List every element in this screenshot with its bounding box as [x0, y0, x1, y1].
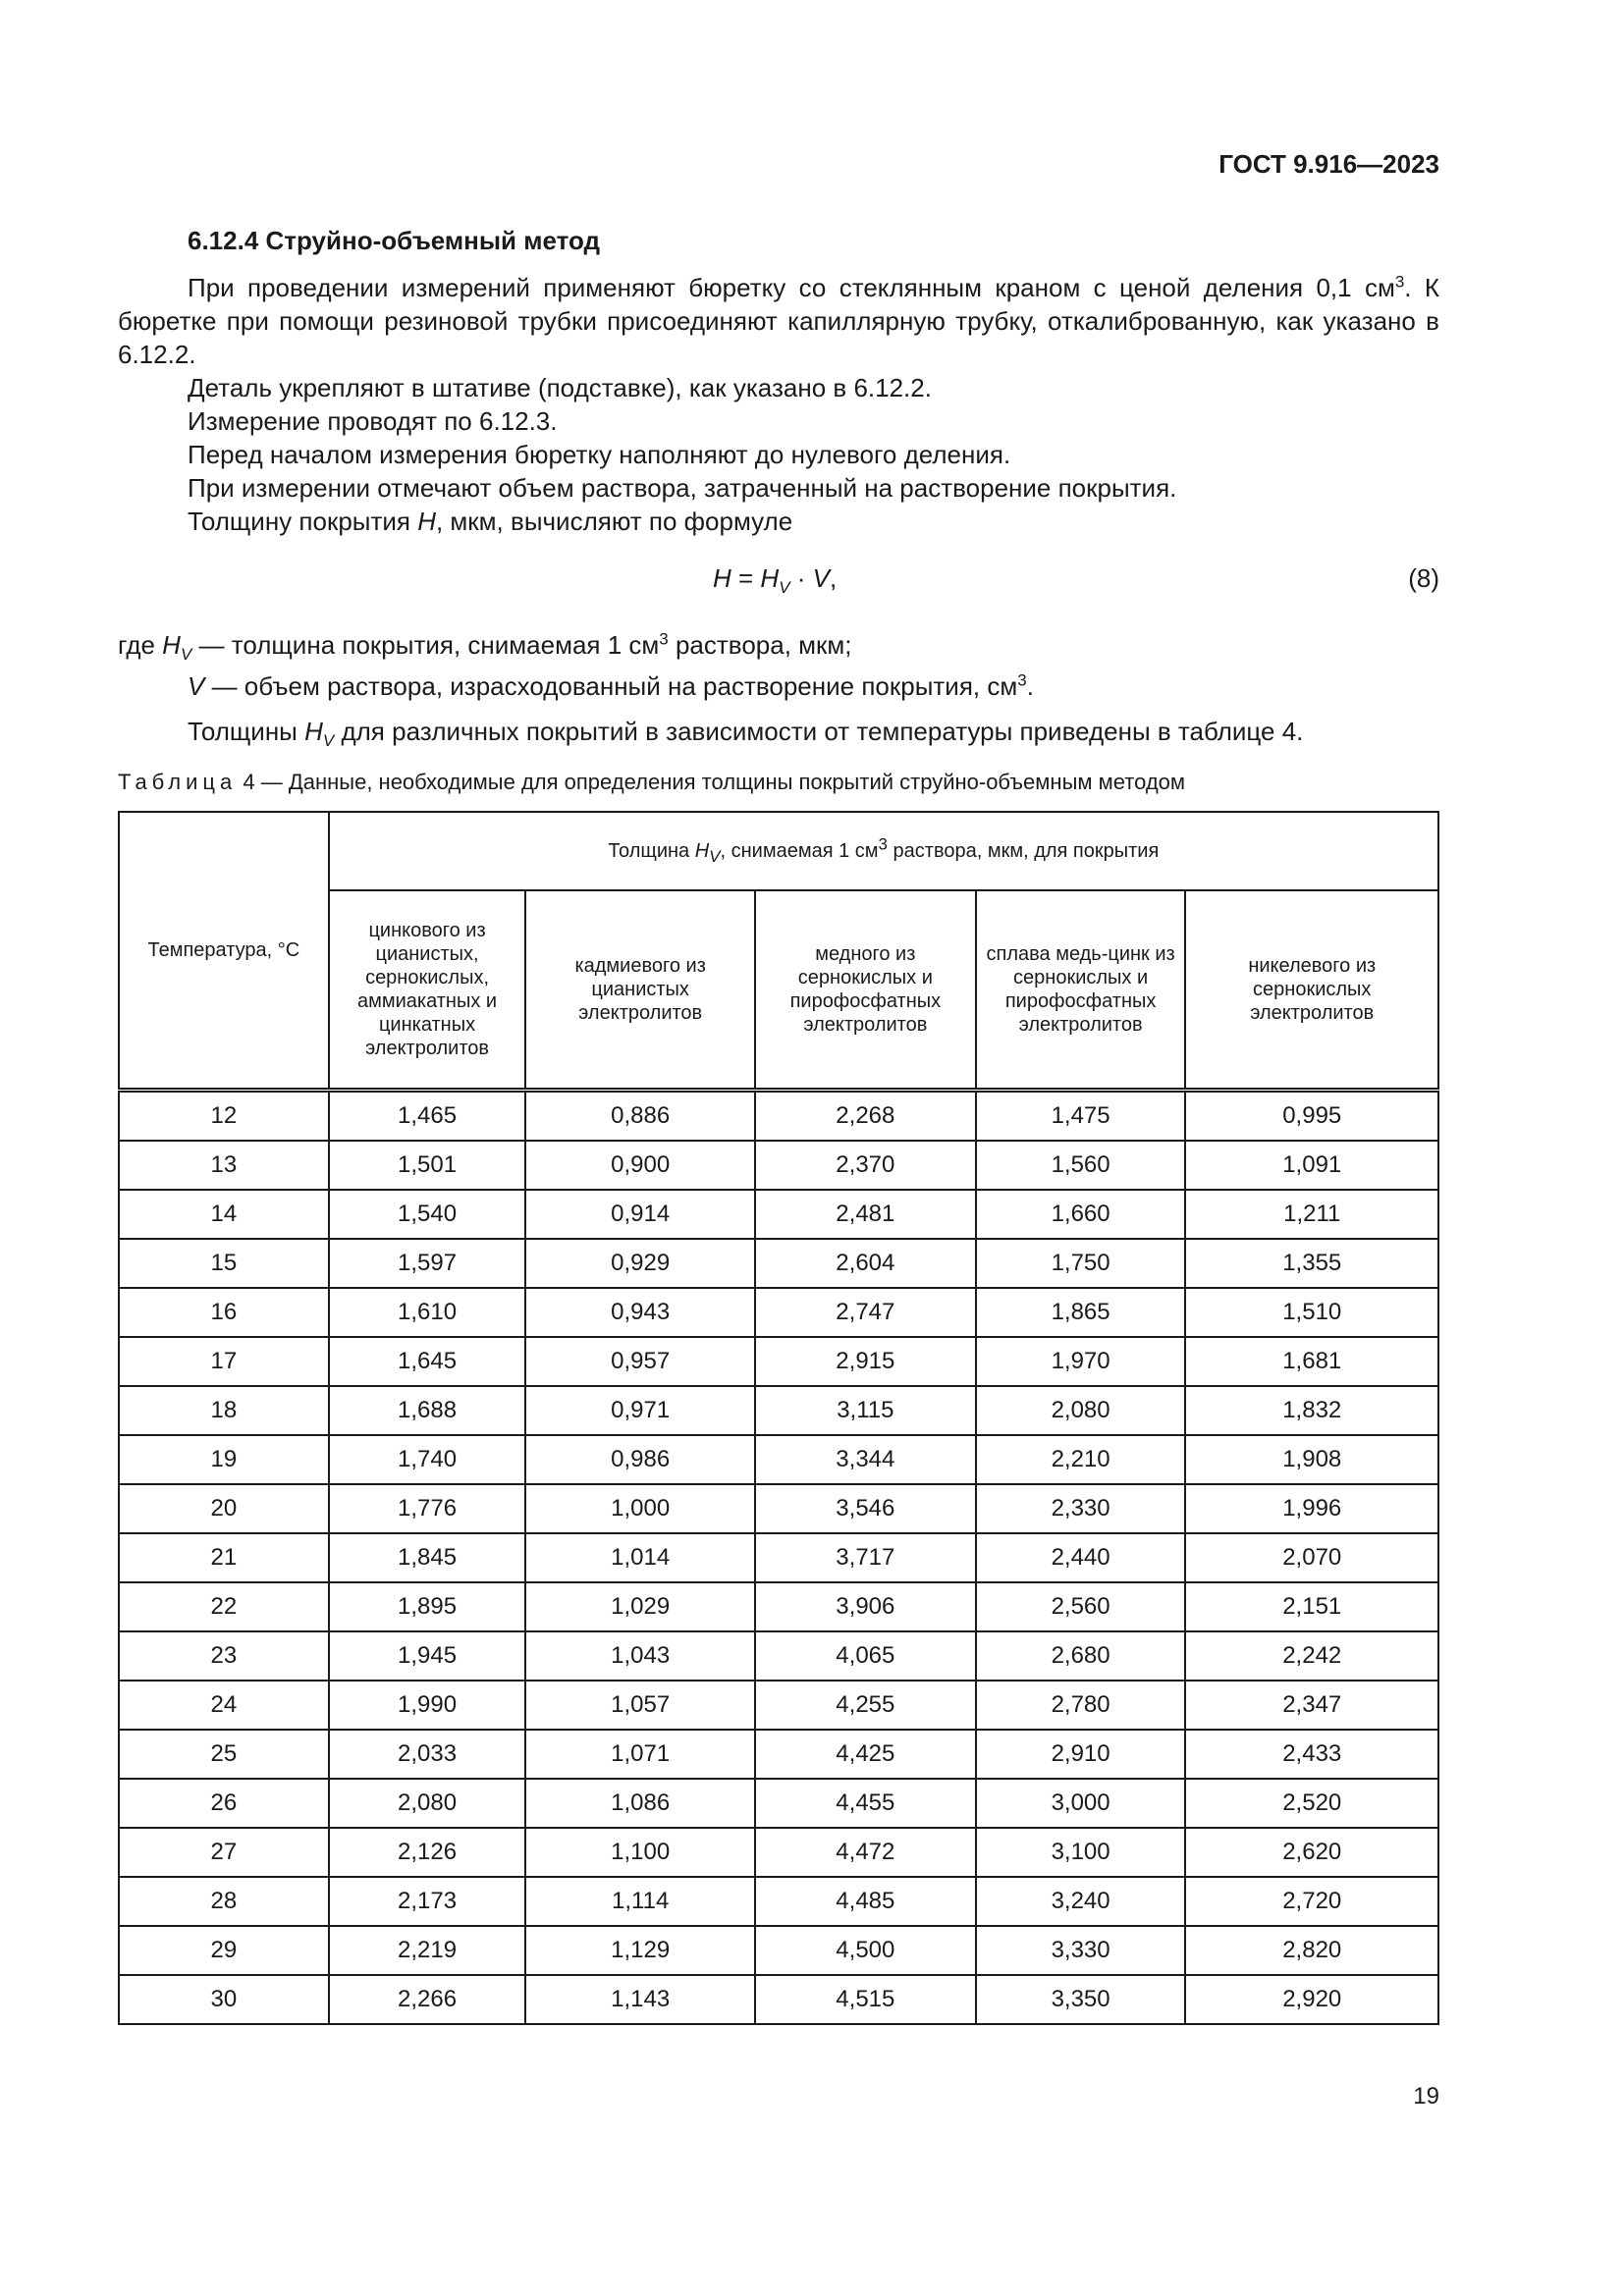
table-row: [119, 1681, 1438, 1730]
thickness-cell: 2,910: [976, 1730, 1186, 1779]
table-row: [119, 1533, 1438, 1582]
temperature-cell: 20: [119, 1484, 329, 1533]
temperature-cell: 12: [119, 1091, 329, 1142]
formula-row: [118, 563, 1439, 597]
thickness-cell: 2,266: [329, 1975, 526, 2024]
temperature-cell: 29: [119, 1926, 329, 1975]
thickness-cell: 2,915: [755, 1337, 976, 1386]
thickness-cell: 0,986: [525, 1435, 755, 1484]
thickness-cell: 0,943: [525, 1288, 755, 1337]
where-hv: где $H_V$ — толщина покрытия, снимаемая 1 $см^3$ раствора, мкм;: [118, 629, 852, 665]
where-v: V — объем раствора, израсходованный на растворение покрытия, $см^3$.: [188, 670, 1034, 701]
thickness-cell: 1,610: [329, 1288, 526, 1337]
thickness-cell: 1,845: [329, 1533, 526, 1582]
thickness-cell: 2,560: [976, 1582, 1186, 1631]
thickness-cell: 4,500: [755, 1926, 976, 1975]
thickness-cell: 0,957: [525, 1337, 755, 1386]
thickness-cell: 3,717: [755, 1533, 976, 1582]
table-row: [119, 1877, 1438, 1926]
formula: $H = H_V \cdot V$,: [713, 563, 838, 598]
header-zinc: цинкового из цианистых, сернокислых, аммиакатных и цинкатных электролитов: [329, 890, 526, 1091]
thickness-cell: 2,242: [1185, 1631, 1438, 1681]
thickness-table: [118, 811, 1439, 2025]
header-cadmium: кадмиевого из цианистых электролитов: [525, 890, 755, 1091]
temperature-cell: 27: [119, 1828, 329, 1877]
thickness-cell: 1,071: [525, 1730, 755, 1779]
thickness-cell: 2,080: [329, 1779, 526, 1828]
paragraph-volume: При измерении отмечают объем раствора, затраченный на растворение покрытия.: [188, 473, 1177, 503]
thickness-cell: 3,000: [976, 1779, 1186, 1828]
thickness-cell: 2,033: [329, 1730, 526, 1779]
thickness-cell: 2,126: [329, 1828, 526, 1877]
thickness-cell: 1,000: [525, 1484, 755, 1533]
thickness-cell: 2,520: [1185, 1779, 1438, 1828]
thickness-cell: 1,750: [976, 1239, 1186, 1288]
thickness-cell: 1,501: [329, 1141, 526, 1190]
thickness-cell: 2,481: [755, 1190, 976, 1239]
thickness-cell: 1,029: [525, 1582, 755, 1631]
thickness-cell: 3,100: [976, 1828, 1186, 1877]
thickness-cell: 2,620: [1185, 1828, 1438, 1877]
thickness-cell: 2,210: [976, 1435, 1186, 1484]
temperature-cell: 16: [119, 1288, 329, 1337]
thickness-cell: 2,173: [329, 1877, 526, 1926]
thickness-cell: 1,865: [976, 1288, 1186, 1337]
temperature-cell: 23: [119, 1631, 329, 1681]
temperature-cell: 24: [119, 1681, 329, 1730]
thickness-cell: 2,680: [976, 1631, 1186, 1681]
thickness-cell: 1,057: [525, 1681, 755, 1730]
thickness-cell: 2,747: [755, 1288, 976, 1337]
thickness-cell: 1,129: [525, 1926, 755, 1975]
page-number: 19: [1413, 2083, 1439, 2109]
thickness-cell: 3,330: [976, 1926, 1186, 1975]
thickness-cell: 1,510: [1185, 1288, 1438, 1337]
temperature-cell: 13: [119, 1141, 329, 1190]
thickness-cell: 1,014: [525, 1533, 755, 1582]
temperature-cell: 25: [119, 1730, 329, 1779]
thickness-cell: 2,330: [976, 1484, 1186, 1533]
thickness-cell: 4,425: [755, 1730, 976, 1779]
table-row: [119, 1730, 1438, 1779]
thickness-cell: 0,886: [525, 1091, 755, 1142]
thickness-cell: 2,219: [329, 1926, 526, 1975]
temperature-cell: 17: [119, 1337, 329, 1386]
table-row: [119, 1386, 1438, 1435]
thickness-cell: 1,681: [1185, 1337, 1438, 1386]
thickness-cell: 1,100: [525, 1828, 755, 1877]
paragraph-formula-intro: Толщину покрытия H, мкм, вычисляют по формуле: [188, 507, 793, 536]
table-row: [119, 1190, 1438, 1239]
thickness-cell: 2,440: [976, 1533, 1186, 1582]
thickness-cell: 4,065: [755, 1631, 976, 1681]
table-row: [119, 1239, 1438, 1288]
header-temperature: Температура, °С: [119, 812, 329, 1091]
thickness-cell: 1,970: [976, 1337, 1186, 1386]
thickness-cell: 4,455: [755, 1779, 976, 1828]
table-row: [119, 1091, 1438, 1142]
thickness-cell: 1,114: [525, 1877, 755, 1926]
thickness-cell: 2,370: [755, 1141, 976, 1190]
temperature-cell: 26: [119, 1779, 329, 1828]
document-code: ГОСТ 9.916—2023: [1218, 149, 1439, 179]
temperature-cell: 18: [119, 1386, 329, 1435]
table-row: [119, 1631, 1438, 1681]
thickness-cell: 1,908: [1185, 1435, 1438, 1484]
thickness-cell: 1,597: [329, 1239, 526, 1288]
body-paragraphs: [118, 271, 1439, 538]
temperature-cell: 21: [119, 1533, 329, 1582]
thickness-cell: 1,832: [1185, 1386, 1438, 1435]
thickness-cell: 0,900: [525, 1141, 755, 1190]
header-copper: медного из сернокислых и пирофосфатных электролитов: [755, 890, 976, 1091]
thickness-cell: 1,560: [976, 1141, 1186, 1190]
paragraph-filling: Перед началом измерения бюретку наполняют до нулевого деления.: [188, 440, 1011, 469]
thickness-cell: 2,604: [755, 1239, 976, 1288]
thickness-cell: 1,895: [329, 1582, 526, 1631]
temperature-cell: 28: [119, 1877, 329, 1926]
thickness-cell: 2,820: [1185, 1926, 1438, 1975]
thickness-cell: 1,776: [329, 1484, 526, 1533]
thickness-cell: 1,645: [329, 1337, 526, 1386]
thickness-cell: 1,143: [525, 1975, 755, 2024]
thickness-cell: 1,660: [976, 1190, 1186, 1239]
thickness-cell: 1,688: [329, 1386, 526, 1435]
thickness-cell: 1,043: [525, 1631, 755, 1681]
table-row: [119, 1288, 1438, 1337]
thickness-cell: 1,475: [976, 1091, 1186, 1142]
thickness-cell: 4,472: [755, 1828, 976, 1877]
thickness-cell: 1,740: [329, 1435, 526, 1484]
temperature-cell: 19: [119, 1435, 329, 1484]
thickness-cell: 1,355: [1185, 1239, 1438, 1288]
table-caption: Таблица 4 — Данные, необходимые для определения толщины покрытий струйно-объемным методом: [118, 770, 1186, 794]
thickness-cell: 1,086: [525, 1779, 755, 1828]
paragraph-burette: При проведении измерений применяют бюретку со стеклянным краном с ценой деления 0,1 $см^3$. К бюретке при помощи резиновой трубки присоединяют капиллярную трубку, откалиброванную, как указано в 6.12.2.: [118, 272, 1440, 369]
table-row: [119, 1975, 1438, 2024]
thickness-cell: 2,720: [1185, 1877, 1438, 1926]
thickness-cell: 1,990: [329, 1681, 526, 1730]
thickness-cell: 3,906: [755, 1582, 976, 1631]
table-row: [119, 1435, 1438, 1484]
table-row: [119, 1141, 1438, 1190]
thickness-cell: 2,780: [976, 1681, 1186, 1730]
thickness-cell: 1,996: [1185, 1484, 1438, 1533]
thickness-cell: 0,971: [525, 1386, 755, 1435]
thickness-cell: 3,115: [755, 1386, 976, 1435]
thickness-cell: 2,080: [976, 1386, 1186, 1435]
thickness-cell: 3,240: [976, 1877, 1186, 1926]
thickness-cell: 0,914: [525, 1190, 755, 1239]
thickness-cell: 0,929: [525, 1239, 755, 1288]
thickness-cell: 2,920: [1185, 1975, 1438, 2024]
thickness-cell: 1,465: [329, 1091, 526, 1142]
thickness-cell: 3,344: [755, 1435, 976, 1484]
temperature-cell: 15: [119, 1239, 329, 1288]
header-thickness-group: Толщина $H_V$, снимаемая 1 $см^3$ раствора, мкм, для покрытия: [329, 812, 1438, 890]
thickness-cell: 1,091: [1185, 1141, 1438, 1190]
table-reference-note: Толщины $H_V$ для различных покрытий в зависимости от температуры приведены в таблице 4.: [188, 717, 1304, 751]
thickness-cell: 2,268: [755, 1091, 976, 1142]
thickness-cell: 2,347: [1185, 1681, 1438, 1730]
paragraph-measurement: Измерение проводят по 6.12.3.: [188, 406, 558, 436]
thickness-cell: 1,211: [1185, 1190, 1438, 1239]
temperature-cell: 14: [119, 1190, 329, 1239]
paragraph-mounting: Деталь укрепляют в штативе (подставке), как указано в 6.12.2.: [188, 373, 932, 402]
thickness-cell: 3,546: [755, 1484, 976, 1533]
table-row: [119, 1926, 1438, 1975]
table-row: [119, 1582, 1438, 1631]
table-row: [119, 1779, 1438, 1828]
thickness-cell: 1,945: [329, 1631, 526, 1681]
thickness-cell: 1,540: [329, 1190, 526, 1239]
thickness-cell: 4,485: [755, 1877, 976, 1926]
header-copper-zinc: сплава медь-цинк из сернокислых и пирофосфатных электролитов: [976, 890, 1186, 1091]
table-row: [119, 1337, 1438, 1386]
thickness-cell: 4,515: [755, 1975, 976, 2024]
table-body: [119, 1091, 1438, 2025]
section-title: 6.12.4 Струйно-объемный метод: [188, 226, 601, 255]
formula-number: (8): [1408, 563, 1439, 593]
thickness-cell: 2,070: [1185, 1533, 1438, 1582]
thickness-cell: 3,350: [976, 1975, 1186, 2024]
header-nickel: никелевого из сернокислых электролитов: [1185, 890, 1438, 1091]
table-row: [119, 1484, 1438, 1533]
thickness-cell: 4,255: [755, 1681, 976, 1730]
thickness-cell: 0,995: [1185, 1091, 1438, 1142]
temperature-cell: 22: [119, 1582, 329, 1631]
thickness-cell: 2,433: [1185, 1730, 1438, 1779]
table-row: [119, 1828, 1438, 1877]
temperature-cell: 30: [119, 1975, 329, 2024]
thickness-cell: 2,151: [1185, 1582, 1438, 1631]
